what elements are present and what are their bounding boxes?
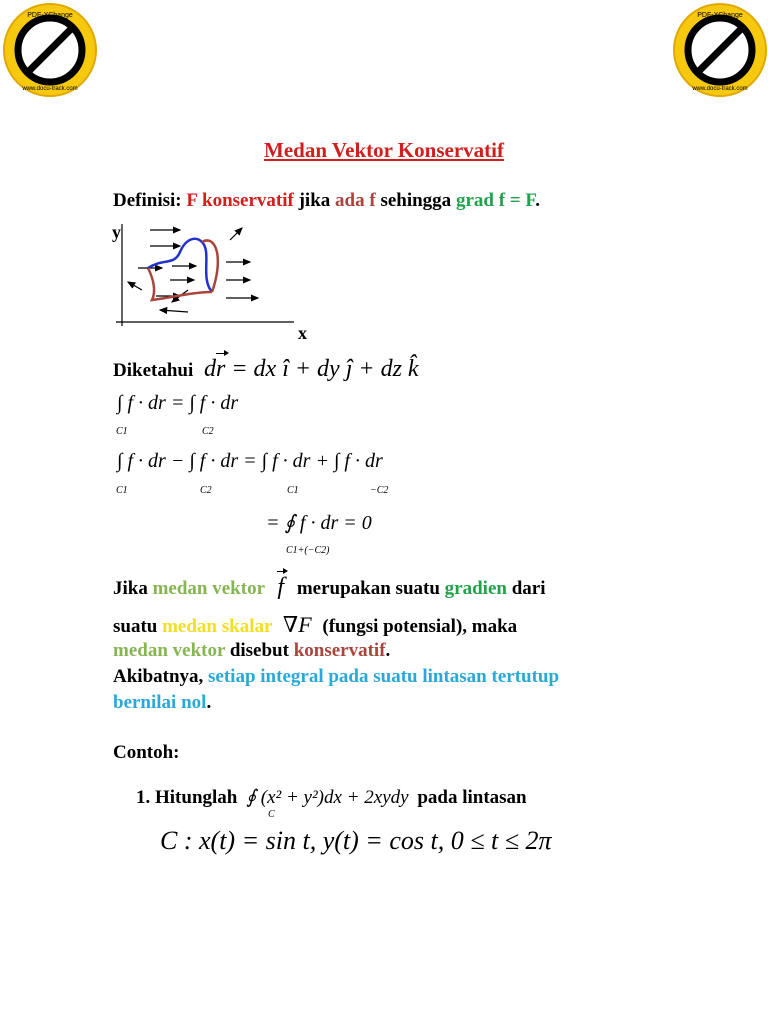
example-after-text: pada lintasan — [417, 787, 527, 808]
given-d: d — [204, 356, 216, 382]
eq1-sub-c2: C2 — [202, 426, 214, 437]
equation-1: ∫ f · dr = ∫ f · dr — [117, 392, 239, 414]
text-disebut: disebut — [229, 640, 289, 661]
definition-such-that: sehingga — [380, 190, 452, 211]
eq2-sub-c2: C2 — [200, 485, 212, 496]
text-bernilai-nol: bernilai nol — [113, 692, 207, 713]
vector-field-diagram — [108, 218, 318, 348]
definition-f-conservative: F konservatif — [186, 190, 294, 211]
eq3-sub: C1+(−C2) — [286, 545, 330, 556]
paragraph-line-5 — [113, 692, 211, 714]
eq2-sub-minus-c2: −C2 — [370, 485, 389, 496]
svg-text:Click to buy NOW!: Click to buy NOW! — [31, 31, 71, 71]
definition-if: jika — [298, 190, 331, 211]
eq2-sub-c1: C1 — [116, 485, 128, 496]
curve-c2 — [148, 268, 212, 300]
given-line — [113, 356, 419, 383]
definition-label: Definisi: — [113, 190, 182, 211]
svg-text:PDF-XChange: PDF-XChange — [697, 12, 743, 19]
definition-grad: grad f = F — [455, 190, 536, 211]
symbol-grad-f: ∇F — [282, 612, 312, 637]
definition-line — [113, 190, 540, 212]
example-integral-sub: C — [268, 809, 275, 820]
example-item-1 — [136, 786, 527, 809]
svg-text:www.docu-track.com: www.docu-track.com — [692, 86, 748, 92]
text-medan-skalar: medan skalar — [162, 616, 273, 637]
watermark-badge-right[interactable] — [672, 2, 768, 98]
text-medan-vektor-2: medan vektor — [113, 640, 226, 661]
svg-text:PDF-XChange: PDF-XChange — [27, 12, 73, 19]
given-rhs: = dx î + dy ĵ + dz k̂ — [231, 356, 419, 382]
example-integral: ∮ (x² + y²)dx + 2xydy — [246, 787, 409, 808]
eq2-sub-c1b: C1 — [287, 485, 299, 496]
x-axis-label: x — [298, 323, 307, 343]
text-konservatif: konservatif — [293, 640, 386, 661]
given-formula — [204, 356, 419, 382]
given-label: Diketahui — [113, 360, 194, 381]
text-integral-tertutup: setiap integral pada suatu lintasan tertutup — [208, 666, 560, 687]
paragraph-line-3 — [113, 640, 390, 662]
example-item-number: 1. Hitunglah — [136, 787, 238, 808]
text-merupakan: merupakan suatu — [296, 578, 440, 599]
text-akibatnya: Akibatnya, — [113, 666, 204, 687]
text-period-2: . — [206, 692, 212, 713]
text-fungsi-potensial: (fungsi potensial), maka — [322, 616, 518, 637]
text-period: . — [385, 640, 391, 661]
svg-text:Click to buy NOW!: Click to buy NOW! — [701, 31, 741, 71]
example-path: C : x(t) = sin t, y(t) = cos t, 0 ≤ t ≤ 2π — [160, 826, 552, 855]
text-medan-vektor: medan vektor — [152, 578, 265, 599]
equation-3: = ∮ f · dr = 0 — [266, 512, 372, 534]
text-gradien: gradien — [444, 578, 507, 599]
paragraph-line-1 — [113, 574, 545, 601]
symbol-f-vector: f — [277, 574, 285, 600]
definition-period: . — [535, 190, 540, 211]
equation-2: ∫ f · dr − ∫ f · dr = ∫ f · dr + ∫ f · dr — [117, 450, 383, 472]
eq1-sub-c1: C1 — [116, 426, 128, 437]
watermark-badge-left[interactable] — [2, 2, 98, 98]
text-jika: Jika — [113, 578, 148, 599]
y-axis-label: y — [112, 222, 121, 242]
definition-exists-f: ada f — [335, 190, 376, 211]
given-r: r — [216, 356, 226, 382]
text-dari: dari — [511, 578, 546, 599]
page-title: Medan Vektor Konservatif — [264, 138, 504, 162]
paragraph-line-4 — [113, 666, 559, 688]
paragraph-line-2 — [113, 612, 517, 638]
example-label: Contoh: — [113, 742, 180, 763]
text-suatu: suatu — [113, 616, 158, 637]
svg-text:www.docu-track.com: www.docu-track.com — [22, 86, 78, 92]
field-arrows — [128, 228, 258, 312]
